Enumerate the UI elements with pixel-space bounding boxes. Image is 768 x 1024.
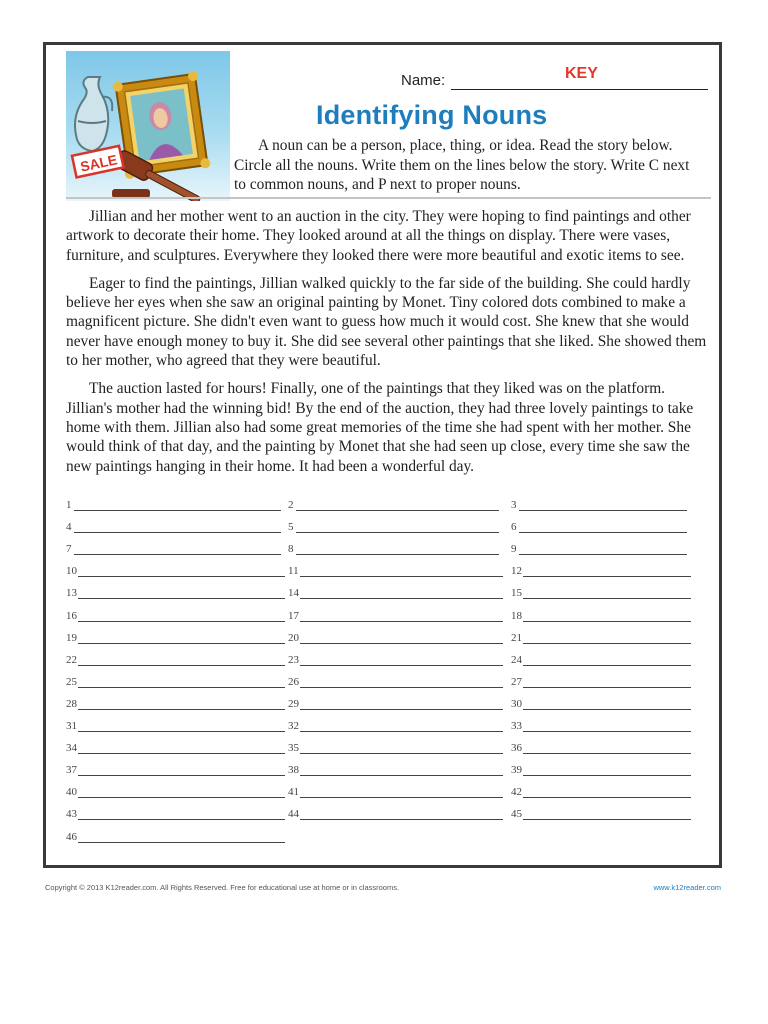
answer-number: 26	[288, 675, 299, 688]
answer-blank[interactable]	[300, 687, 503, 688]
story-paragraph: The auction lasted for hours! Finally, one of the paintings that they liked was on the platform. Jillian's mother had the winning bid! By the end of the auction, they had three lovely paintings to take home with them. Jillian also had some great memories of the time she had spent with her mother. She would think of that day, and the painting by Monet that she had seen up close, every time she saw the new paintings hanging in their home. It had been a wonderful day.	[66, 380, 694, 475]
answer-number: 9	[511, 543, 517, 556]
answer-line[interactable]	[288, 587, 506, 601]
answer-number: 43	[66, 808, 77, 821]
answer-line[interactable]	[66, 587, 285, 601]
story	[66, 207, 712, 485]
answer-blank[interactable]	[300, 797, 503, 798]
answer-blank[interactable]	[78, 753, 285, 754]
answer-blank[interactable]	[523, 576, 691, 577]
answer-blank[interactable]	[300, 709, 503, 710]
name-field[interactable]	[451, 89, 708, 90]
answer-line[interactable]	[66, 610, 285, 624]
answer-number: 40	[66, 786, 77, 799]
answer-blank[interactable]	[74, 554, 281, 555]
answer-blank[interactable]	[300, 621, 503, 622]
answer-blank[interactable]	[523, 709, 691, 710]
answer-number: 32	[288, 720, 299, 732]
answer-number: 20	[288, 631, 299, 644]
answer-key-label: KEY	[565, 65, 598, 82]
answer-blank[interactable]	[519, 532, 687, 533]
answer-number: 44	[288, 808, 299, 821]
answer-blank[interactable]	[300, 819, 503, 820]
answer-blank[interactable]	[78, 775, 285, 776]
answer-number: 10	[66, 565, 77, 578]
answer-blank[interactable]	[78, 643, 285, 644]
answer-blank[interactable]	[78, 598, 285, 599]
answer-line[interactable]	[511, 720, 694, 734]
answer-number: 25	[66, 675, 77, 688]
answer-line[interactable]	[66, 565, 285, 579]
answer-blank[interactable]	[300, 576, 503, 577]
answer-number: 33	[511, 720, 522, 732]
answer-line[interactable]	[511, 654, 694, 668]
answer-blank[interactable]	[78, 687, 285, 688]
answer-blank[interactable]	[300, 598, 503, 599]
answer-line[interactable]	[288, 543, 506, 557]
answer-number: 29	[288, 697, 299, 710]
answer-blank[interactable]	[296, 510, 499, 511]
answer-line[interactable]	[511, 610, 694, 624]
website-link[interactable]: www.k12reader.com	[653, 883, 721, 892]
answer-number: 36	[511, 742, 522, 755]
answer-line[interactable]	[511, 499, 694, 513]
answer-number: 5	[288, 521, 294, 534]
answer-number: 8	[288, 543, 294, 556]
copyright-text: Copyright © 2013 K12reader.com. All Rights Reserved. Free for educational use at home or in classrooms.	[45, 883, 400, 892]
answer-line[interactable]	[511, 676, 694, 690]
instructions	[234, 136, 704, 195]
answer-blank[interactable]	[78, 731, 285, 732]
answer-line[interactable]	[288, 742, 506, 756]
answer-line[interactable]	[511, 764, 694, 778]
answer-line[interactable]	[288, 808, 506, 822]
answer-line[interactable]	[66, 808, 285, 822]
answer-line[interactable]	[66, 676, 285, 690]
answer-number: 30	[511, 697, 522, 710]
answer-blank[interactable]	[300, 775, 503, 776]
instructions-text: A noun can be a person, place, thing, or idea. Read the story below. Circle all the nouns. Write them on the lines below the story. Write C next to common nouns, and P next to proper nouns.	[234, 137, 690, 193]
answer-blank[interactable]	[296, 554, 499, 555]
answer-blank[interactable]	[78, 665, 285, 666]
answer-line[interactable]	[511, 742, 694, 756]
answer-number: 4	[66, 521, 72, 534]
answer-blank[interactable]	[519, 510, 687, 511]
answer-number: 18	[511, 609, 522, 622]
answer-number: 16	[66, 609, 77, 622]
answer-line[interactable]	[66, 831, 285, 845]
worksheet-page	[43, 42, 722, 868]
answer-blank[interactable]	[523, 687, 691, 688]
answer-blank[interactable]	[296, 532, 499, 533]
answer-number: 21	[511, 631, 522, 644]
answer-blank[interactable]	[300, 643, 503, 644]
answer-number: 15	[511, 587, 522, 600]
answer-line[interactable]	[66, 742, 285, 756]
answer-line[interactable]	[288, 565, 506, 579]
answer-line[interactable]	[288, 676, 506, 690]
answer-line[interactable]	[511, 521, 694, 535]
answer-blank[interactable]	[78, 797, 285, 798]
answer-blank[interactable]	[78, 709, 285, 710]
answer-line[interactable]	[66, 764, 285, 778]
answer-blank[interactable]	[523, 731, 691, 732]
answer-blank[interactable]	[300, 665, 503, 666]
answer-number: 31	[66, 720, 77, 732]
answer-number: 22	[66, 653, 77, 666]
answer-number: 24	[511, 653, 522, 666]
answer-blank[interactable]	[78, 576, 285, 577]
answer-number: 28	[66, 697, 77, 710]
answer-number: 13	[66, 587, 77, 600]
page-title: Identifying Nouns	[316, 100, 548, 130]
answer-number: 2	[288, 499, 294, 511]
answer-line[interactable]	[66, 632, 285, 646]
answer-blank[interactable]	[78, 819, 285, 820]
answer-line[interactable]	[511, 808, 694, 822]
answer-line[interactable]	[511, 786, 694, 800]
answer-number: 1	[66, 499, 72, 511]
answer-line[interactable]	[511, 698, 694, 712]
answer-line[interactable]	[288, 632, 506, 646]
answer-line[interactable]	[66, 521, 285, 535]
answer-line[interactable]	[511, 543, 694, 557]
answer-blank[interactable]	[78, 621, 285, 622]
answer-number: 11	[288, 565, 299, 578]
answer-line[interactable]	[288, 698, 506, 712]
answer-blank[interactable]	[523, 775, 691, 776]
answer-number: 19	[66, 631, 77, 644]
answer-line[interactable]	[288, 610, 506, 624]
answer-number: 39	[511, 764, 522, 777]
answer-blank[interactable]	[523, 753, 691, 754]
answer-blank[interactable]	[74, 532, 281, 533]
answer-blank[interactable]	[300, 731, 503, 732]
answer-number: 3	[511, 499, 517, 511]
answer-line[interactable]	[66, 698, 285, 712]
answer-blank[interactable]	[300, 753, 503, 754]
answer-blank[interactable]	[523, 819, 691, 820]
answer-blank[interactable]	[523, 797, 691, 798]
answer-number: 34	[66, 742, 77, 755]
answer-number: 46	[66, 830, 77, 843]
answer-number: 23	[288, 653, 299, 666]
answer-blank[interactable]	[523, 621, 691, 622]
answer-blank[interactable]	[523, 665, 691, 666]
answer-number: 42	[511, 786, 522, 799]
answer-blank[interactable]	[523, 643, 691, 644]
story-paragraph: Eager to find the paintings, Jillian walked quickly to the far side of the building. She could hardly believe her eyes when she saw an original painting by Monet. Tiny colored dots combined to make a magnificent picture. She didn't even want to guess how much it would cost. She knew that she would never have enough money to buy it. She did see several other paintings that she liked. She showed them to her mother, who agreed that they were beautiful.	[66, 274, 707, 370]
answer-number: 7	[66, 543, 72, 556]
answer-number: 27	[511, 675, 522, 688]
answer-line[interactable]	[511, 587, 694, 601]
answer-line[interactable]	[288, 499, 506, 513]
answer-blank[interactable]	[78, 842, 285, 843]
answer-line[interactable]	[288, 764, 506, 778]
header-divider	[66, 197, 711, 199]
answer-line[interactable]	[288, 521, 506, 535]
auction-illustration	[66, 51, 230, 201]
answer-number: 12	[511, 565, 522, 578]
answer-number: 17	[288, 609, 299, 622]
answer-line[interactable]	[66, 499, 285, 513]
answer-blank[interactable]	[74, 510, 281, 511]
answer-line[interactable]	[288, 654, 506, 668]
sale-sign-text: SALE	[78, 151, 119, 175]
auction-art-icon	[66, 51, 230, 201]
answer-line[interactable]	[66, 786, 285, 800]
answer-number: 6	[511, 521, 517, 534]
answer-number: 37	[66, 764, 77, 777]
name-label: Name:	[401, 72, 446, 89]
story-paragraph: Jillian and her mother went to an auction in the city. They were hoping to find paintings and other artwork to decorate their home. They looked around at all the things on display. There were vases, furniture, and sculptures. Everywhere they looked there were more beautiful and exotic items to see.	[66, 208, 691, 264]
answer-number: 38	[288, 764, 299, 777]
answer-number: 45	[511, 808, 522, 821]
answer-line[interactable]	[288, 786, 506, 800]
answer-line[interactable]	[66, 543, 285, 557]
answer-line[interactable]	[66, 654, 285, 668]
answer-number: 35	[288, 742, 299, 755]
answer-blank[interactable]	[519, 554, 687, 555]
answer-line[interactable]	[511, 565, 694, 579]
answer-number: 14	[288, 587, 299, 600]
answer-line[interactable]	[511, 632, 694, 646]
answer-line[interactable]	[288, 720, 506, 734]
answer-line[interactable]	[66, 720, 285, 734]
answer-number: 41	[288, 786, 299, 799]
answer-blank[interactable]	[523, 598, 691, 599]
